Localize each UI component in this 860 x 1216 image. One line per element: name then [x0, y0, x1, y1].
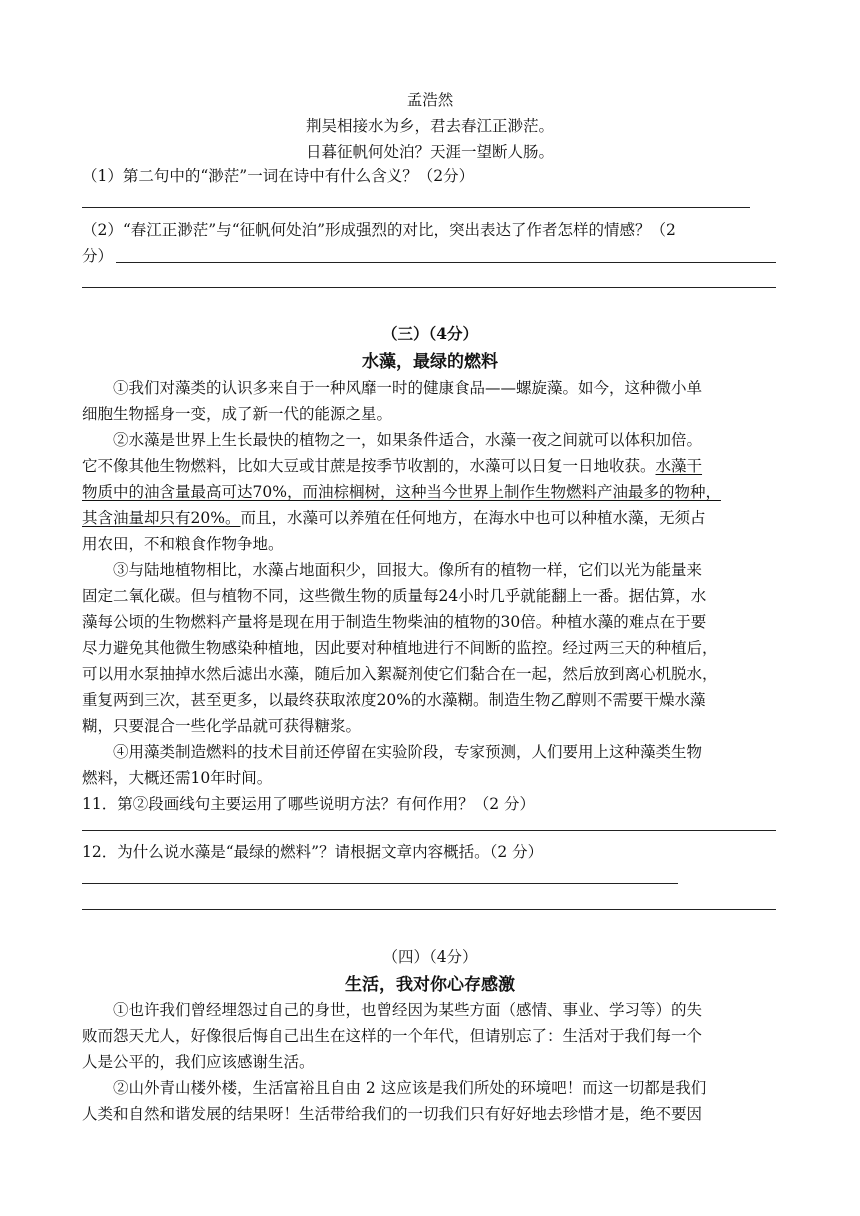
- paragraph-2-cont: [82, 506, 778, 528]
- paragraph-2: ②水藻是世界上生长最快的植物之一，如果条件适合，水藻一夜之间就可以体积加倍。: [113, 431, 703, 449]
- paragraph-3-end: 糊，只要混合一些化学品就可获得糖浆。: [82, 717, 362, 735]
- section-heading: （四）（4分）: [382, 948, 478, 966]
- paragraph-1-end: 人是公平的，我们应该感谢生活。: [82, 1053, 315, 1071]
- paragraph-3-cont: 可以用水泵抽掉水然后滤出水藻，随后加入絮凝剂使它们黏合在一起，然后放到离心机脱水，: [82, 665, 718, 683]
- paragraph-4-end: 燃料，大概还需10年时间。: [82, 769, 273, 787]
- paragraph-3-cont: 藻每公顷的生物燃料产量将是现在用于制造生物柴油的植物的30倍。种植水藻的难点在于要: [82, 613, 707, 631]
- section-heading: （三）（4分）: [381, 324, 479, 343]
- plain-text: 而且，水藻可以养殖在任何地方，在海水中也可以种植水藻，无须占: [240, 509, 706, 527]
- paragraph-3-cont: 固定二氧化碳。但与植物不同，这些微生物的质量每24小时几乎就能翻上一番。据估算，水: [82, 587, 707, 605]
- poem-author: 孟浩然: [406, 91, 454, 109]
- article-title: 生活，我对你心存感激: [345, 975, 515, 995]
- paragraph-2-end: 用农田，不和粮食作物争地。: [82, 535, 284, 553]
- answer-line: [82, 287, 776, 288]
- poem-line-2: 日暮征帆何处泊？天涯一望断人肠。: [305, 143, 554, 161]
- paragraph-2-cont: [82, 454, 778, 476]
- underlined-sentence: 物质中的油含量最高可达70%，而油棕榈树，这种当今世界上制作生物燃料产油最多的物种，: [82, 483, 721, 501]
- answer-line: [82, 830, 776, 831]
- plain-text: 它不像其他生物燃料，比如大豆或甘蔗是按季节收割的，水藻可以日复一日地收获。: [82, 457, 656, 475]
- paragraph-1-cont: 细胞生物摇身一变，成了新一代的能源之星。: [82, 405, 393, 423]
- paragraph-1-cont: 败而怨天尤人，好像很后悔自己出生在这样的一个年代，但请别忘了：生活对于我们每一个: [82, 1027, 703, 1045]
- poem-question-2-cont: 分）: [82, 247, 114, 265]
- paragraph-1: ①也许我们曾经埋怨过自己的身世，也曾经因为某些方面（感情、事业、学习等）的失: [113, 1001, 703, 1019]
- question-11: 11．第②段画线句主要运用了哪些说明方法？有何作用？（2 分）: [82, 795, 536, 813]
- answer-line: [116, 262, 776, 263]
- paragraph-2-cont: 人类和自然和谐发展的结果呀！生活带给我们的一切我们只有好好地去珍惜才是，绝不要因: [82, 1105, 703, 1123]
- paragraph-3-cont: 尽力避免其他微生物感染种植地，因此要对种植地进行不间断的监控。经过两三天的种植后，: [82, 639, 718, 657]
- paragraph-2: ②山外青山楼外楼，生活富裕且自由 2 这应该是我们所处的环境吧！而这一切都是我们: [113, 1079, 707, 1097]
- paragraph-4: ④用藻类制造燃料的技术目前还停留在实验阶段，专家预测，人们要用上这种藻类生物: [113, 743, 703, 761]
- answer-line: [82, 883, 678, 884]
- question-12: 12．为什么说水藻是“最绿的燃料”？请根据文章内容概括。（2 分）: [82, 843, 544, 861]
- article-title: 水藻，最绿的燃料: [362, 352, 498, 372]
- paragraph-3: ③与陆地植物相比，水藻占地面积少，回报大。像所有的植物一样，它们以光为能量来: [113, 561, 703, 579]
- paragraph-3-cont: 重复两到三次，甚至更多，以最终获取浓度20%的水藻糊。制造生物乙醇则不需要干燥水藻: [82, 691, 706, 709]
- answer-line: [82, 909, 776, 910]
- poem-line-1: 荆吴相接水为乡，君去春江正渺茫。: [305, 117, 554, 135]
- underlined-sentence: 其含油量却只有20%。: [82, 509, 241, 527]
- poem-question-2: （2）“春江正渺茫”与“征帆何处泊”形成强烈的对比，突出表达了作者怎样的情感？（2: [82, 221, 676, 239]
- answer-line: [82, 207, 750, 208]
- poem-question-1: （1）第二句中的“渺茫”一词在诗中有什么含义？（2分）: [82, 167, 475, 185]
- underlined-sentence: 水藻干: [655, 457, 703, 475]
- paragraph-1: ①我们对藻类的认识多来自于一种风靡一时的健康食品——螺旋藻。如今，这种微小单: [113, 379, 703, 397]
